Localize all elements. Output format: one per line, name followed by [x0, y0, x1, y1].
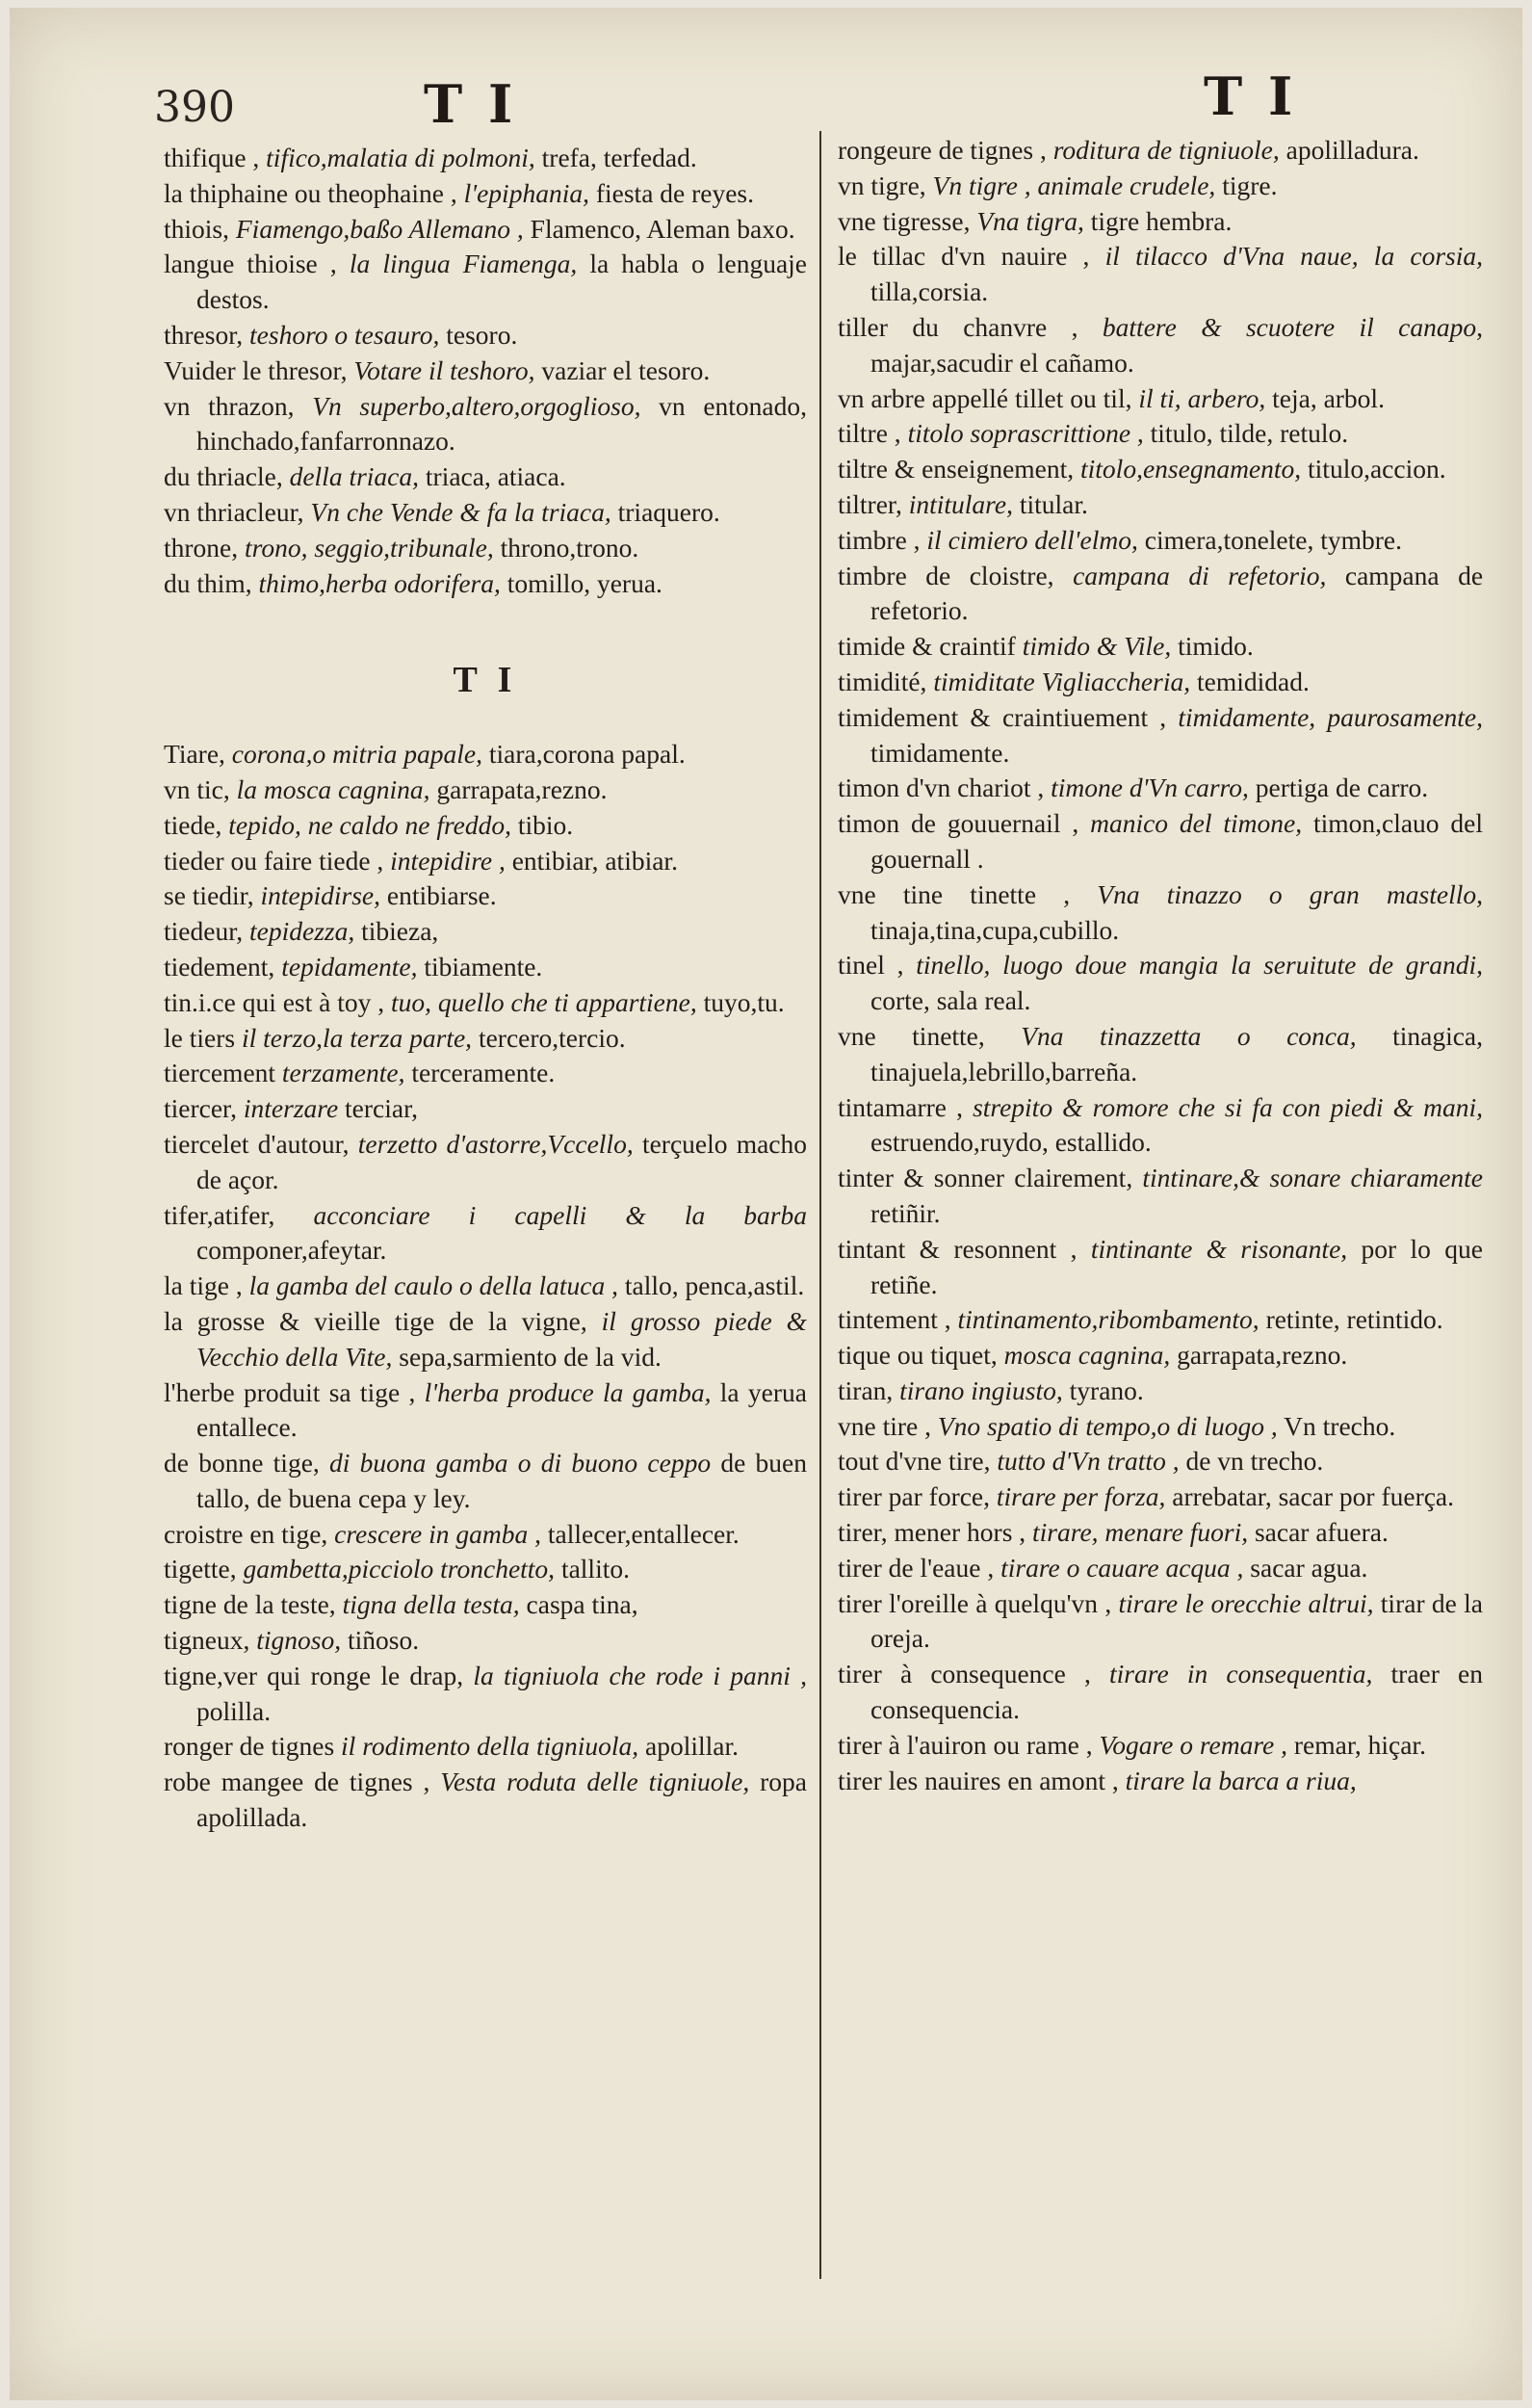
entry-spanish: tirar de la oreja.: [870, 1587, 1483, 1654]
dictionary-entry: [838, 381, 1483, 417]
entry-spanish: tibiamente.: [424, 951, 543, 982]
dictionary-entry: [838, 1657, 1483, 1728]
entry-spanish: por lo que retiñe.: [870, 1233, 1483, 1299]
dictionary-entry: [838, 629, 1483, 665]
dictionary-entry: [164, 212, 807, 248]
entry-spanish: tinaja,tina,cupa,cubillo.: [870, 914, 1120, 945]
entry-spanish: triaquero.: [617, 496, 720, 527]
dictionary-entry: [164, 1765, 807, 1836]
dictionary-entry: [838, 1019, 1483, 1090]
entry-french: croistre en tige,: [164, 1518, 328, 1549]
section-heading: T I: [453, 660, 518, 701]
right-entries: [838, 133, 1483, 1798]
entry-french: tiltrer,: [838, 488, 902, 519]
entry-italian: titolo,ensegnamento,: [1080, 454, 1302, 484]
entry-spanish: terciar,: [345, 1093, 419, 1124]
entry-italian: Vn tigre , animale crudele,: [932, 170, 1216, 200]
entry-spanish: cimera,tonelete, tymbre.: [1144, 524, 1403, 555]
dictionary-entry: [838, 1090, 1483, 1162]
entry-french: vn arbre appellé tillet ou til,: [838, 382, 1132, 413]
entry-italian: Vno spatio di tempo,o di luogo ,: [937, 1410, 1278, 1441]
entry-spanish: caspa tina,: [526, 1589, 638, 1620]
entry-french: thresor,: [164, 319, 244, 350]
entry-spanish: timido.: [1178, 631, 1254, 662]
entry-french: tiltre ,: [838, 418, 901, 449]
entry-spanish: corte, sala real.: [870, 985, 1031, 1016]
entry-spanish: tallecer,entallecer.: [547, 1518, 740, 1549]
entry-french: tintement ,: [838, 1304, 951, 1335]
dictionary-entry: [838, 1374, 1483, 1409]
entry-french: tirer de l'eaue ,: [838, 1552, 995, 1583]
dictionary-entry: [838, 1479, 1483, 1515]
dictionary-entry: [838, 239, 1483, 310]
entry-spanish: majar,sacudir el cañamo.: [870, 347, 1134, 378]
dictionary-entry: [838, 877, 1483, 949]
entry-french: Vuider le thresor,: [164, 354, 348, 385]
dictionary-entry: [164, 914, 807, 950]
entry-french: vn tigre,: [838, 170, 926, 200]
dictionary-entry: [838, 771, 1483, 806]
dictionary-entry: [838, 1444, 1483, 1479]
running-head-right: T I: [1204, 65, 1297, 127]
entry-italian: Vn che Vende & fa la triaca,: [310, 496, 611, 527]
entry-french: du thriacle,: [164, 461, 283, 492]
dictionary-entry: [838, 1586, 1483, 1658]
entry-french: vn tic,: [164, 773, 230, 804]
entry-italian: tignoso,: [256, 1625, 342, 1656]
entry-italian: tuo, quello che ti appartiene,: [391, 986, 697, 1017]
entry-italian: Vna tigra,: [976, 205, 1084, 236]
dictionary-entry: [164, 808, 807, 844]
entry-italian: tirare, menare fuori,: [1032, 1517, 1249, 1548]
dictionary-entry: [838, 133, 1483, 169]
dictionary-entry: [164, 737, 807, 772]
entry-italian: la gamba del caulo o della latuca ,: [248, 1270, 619, 1301]
entry-italian: acconciare i capelli & la barba: [313, 1199, 807, 1230]
entry-italian: l'epiphania,: [463, 177, 589, 208]
entry-french: tirer, mener hors ,: [838, 1517, 1026, 1548]
entry-spanish: tesoro.: [446, 319, 518, 350]
dictionary-entry: [164, 1375, 807, 1447]
entry-italian: strepito & romore che si fa con piedi & mani,: [973, 1091, 1484, 1122]
entry-french: robe mangee de tignes ,: [164, 1767, 430, 1797]
dictionary-entry: [838, 204, 1483, 240]
entry-spanish: polilla.: [196, 1695, 272, 1726]
entry-spanish: tuyo,tu.: [703, 986, 785, 1017]
entry-italian: tirare la barca a riua,: [1125, 1765, 1357, 1795]
entry-spanish: tallo, penca,astil.: [624, 1270, 805, 1301]
book-page: [10, 8, 1522, 2400]
entry-french: la thiphaine ou theophaine ,: [164, 177, 457, 208]
entry-spanish: vn entonado, hinchado,fanfarronnazo.: [196, 390, 808, 457]
entry-italian: della triaca,: [289, 461, 420, 492]
entry-italian: il terzo,la terza parte,: [241, 1022, 473, 1053]
dictionary-entry: [164, 844, 807, 879]
entry-french: la tige ,: [164, 1270, 243, 1301]
dictionary-entry: [838, 1764, 1483, 1799]
entry-french: tiercelet d'autour,: [164, 1128, 350, 1159]
entry-italian: tintinare,& sonare chiaramente: [1142, 1163, 1484, 1193]
entry-french: tout d'vne tire,: [838, 1446, 991, 1477]
entry-french: tigette,: [164, 1554, 237, 1584]
entry-italian: corona,o mitria papale,: [231, 739, 483, 770]
entry-spanish: apolillar.: [645, 1731, 740, 1762]
entry-spanish: Vn trecho.: [1284, 1410, 1396, 1441]
entry-italian: battere & scuotere il canapo,: [1102, 311, 1484, 342]
dictionary-entry: [838, 1409, 1483, 1445]
dictionary-entry: [164, 531, 807, 566]
dictionary-entry: [164, 950, 807, 985]
entry-italian: terzetto d'astorre,Vccello,: [357, 1128, 634, 1159]
entry-italian: la tigniuola che rode i panni ,: [473, 1660, 807, 1690]
entry-spanish: tigre hembra.: [1090, 205, 1233, 236]
entry-italian: tigna della testa,: [342, 1589, 520, 1620]
dictionary-entry: [164, 1269, 807, 1304]
entry-french: tinel ,: [838, 950, 904, 981]
dictionary-entry: [164, 1623, 807, 1659]
entry-spanish: timidamente.: [870, 737, 1010, 768]
entry-french: le tiers: [164, 1022, 236, 1053]
dictionary-entry: [164, 1056, 807, 1091]
entry-italian: manico del timone,: [1090, 808, 1303, 839]
entry-french: tiede,: [164, 809, 222, 840]
dictionary-entry: [838, 1161, 1483, 1232]
entry-french: thifique ,: [164, 143, 260, 172]
entry-french: se tiedir,: [164, 880, 254, 911]
entry-french: tirer à consequence ,: [838, 1659, 1091, 1689]
entry-italian: l'herba produce la gamba,: [424, 1376, 712, 1407]
dictionary-entry: [164, 176, 807, 212]
dictionary-entry: [164, 1729, 807, 1765]
entry-french: timon d'vn chariot ,: [838, 772, 1045, 803]
entry-french: tiercer,: [164, 1093, 237, 1124]
entry-italian: tepidezza,: [249, 916, 355, 947]
entry-spanish: sacar agua.: [1250, 1552, 1368, 1583]
entry-italian: timone d'Vn carro,: [1051, 772, 1249, 803]
entry-french: tiedement,: [164, 951, 275, 982]
dictionary-entry: [164, 1021, 807, 1057]
entry-italian: Votare il teshoro,: [353, 354, 535, 385]
dictionary-entry: [164, 566, 807, 602]
entry-spanish: temididad.: [1196, 666, 1310, 696]
entry-french: tiran,: [838, 1374, 894, 1405]
entry-french: tiercement: [164, 1058, 276, 1088]
entry-spanish: trefa, terfedad.: [541, 143, 697, 172]
entry-spanish: tyrano.: [1069, 1374, 1144, 1405]
entry-italian: timido & Vile,: [1022, 631, 1172, 662]
entry-spanish: retiñir.: [870, 1197, 941, 1228]
entry-french: tirer à l'auiron ou rame ,: [838, 1729, 1093, 1760]
entry-french: la grosse & vieille tige de la vigne,: [164, 1305, 587, 1336]
entry-spanish: estruendo,ruydo, estallido.: [870, 1127, 1152, 1158]
entry-french: timbre de cloistre,: [838, 560, 1054, 590]
entry-spanish: tibio.: [517, 809, 574, 840]
dictionary-entry: [838, 1302, 1483, 1338]
dictionary-entry: [164, 247, 807, 318]
entry-spanish: triaca, atiaca.: [425, 461, 566, 492]
entry-spanish: titulo,accion.: [1308, 454, 1446, 484]
entry-italian: timidamente, paurosamente,: [1178, 701, 1484, 732]
entry-french: tin.i.ce qui est à toy ,: [164, 986, 385, 1017]
entry-spanish: terçuelo macho de açor.: [196, 1128, 808, 1194]
entry-french: Tiare,: [164, 739, 225, 770]
entry-italian: roditura de tigniuole,: [1052, 135, 1280, 165]
entry-french: tintamarre ,: [838, 1091, 963, 1122]
entry-spanish: tomillo, yerua.: [506, 567, 662, 598]
entry-french: tifer,atifer,: [164, 1199, 275, 1230]
dictionary-entry: [164, 141, 807, 176]
column-divider: [819, 131, 821, 2279]
entry-spanish: titular.: [1019, 488, 1088, 519]
entry-italian: gambetta,picciolo tronchetto,: [243, 1554, 556, 1584]
dictionary-entry: [838, 523, 1483, 559]
entry-spanish: vaziar el tesoro.: [541, 354, 711, 385]
entry-french: throne,: [164, 532, 239, 563]
entry-italian: tintinante & risonante,: [1090, 1233, 1348, 1264]
entry-french: l'herbe produit sa tige ,: [164, 1376, 416, 1407]
entry-italian: il cimiero dell'elmo,: [926, 524, 1138, 555]
entry-spanish: remar, hiçar.: [1293, 1729, 1426, 1760]
entry-french: vne tinette,: [838, 1020, 985, 1051]
dictionary-entry: [164, 1659, 807, 1730]
entry-spanish: entibiarse.: [386, 880, 497, 911]
entry-french: tirer les nauires en amont ,: [838, 1765, 1119, 1795]
entry-spanish: tiara,corona papal.: [488, 739, 686, 770]
entry-italian: Vogare o remare ,: [1099, 1729, 1287, 1760]
entry-french: tiller du chanvre ,: [838, 311, 1078, 342]
entry-italian: tepido, ne caldo ne freddo,: [228, 809, 511, 840]
entry-spanish: throno,trono.: [500, 532, 639, 563]
entry-french: ronger de tignes: [164, 1731, 335, 1762]
entry-spanish: pertiga de carro.: [1255, 772, 1429, 803]
dictionary-entry: [838, 487, 1483, 523]
entry-italian: il ti, arbero,: [1138, 382, 1266, 413]
entry-italian: campana di refetorio,: [1073, 560, 1327, 590]
entry-spanish: tilla,corsia.: [870, 276, 989, 307]
entry-french: tiedeur,: [164, 916, 244, 947]
dictionary-entry: [164, 353, 807, 389]
entry-french: le tillac d'vn nauire ,: [838, 241, 1090, 272]
entry-french: tiltre & enseignement,: [838, 454, 1075, 484]
dictionary-entry: [164, 459, 807, 495]
entry-spanish: tercero,tercio.: [478, 1022, 626, 1053]
entry-italian: interzare: [243, 1093, 339, 1124]
entry-italian: tirare le orecchie altrui,: [1118, 1587, 1374, 1618]
dictionary-entry: [838, 806, 1483, 877]
dictionary-entry: [164, 389, 807, 460]
entry-spanish: sacar afuera.: [1254, 1517, 1389, 1548]
dictionary-entry: [164, 985, 807, 1021]
entry-spanish: traer en consequencia.: [870, 1659, 1484, 1725]
entry-italian: Fiamengo,baßo Allemano ,: [235, 213, 524, 244]
entry-spanish: entibiar, atibiar.: [511, 845, 678, 876]
entry-spanish: Flamenco, Aleman baxo.: [530, 213, 795, 244]
running-head-left: T I: [424, 73, 517, 135]
entry-italian: la lingua Fiamenga,: [349, 249, 578, 279]
entry-spanish: de buen tallo, de buena cepa y ley.: [196, 1448, 807, 1513]
entry-french: thiois,: [164, 213, 229, 244]
dictionary-entry: [838, 1338, 1483, 1374]
dictionary-entry: [164, 1091, 807, 1127]
entry-spanish: componer,afeytar.: [196, 1235, 387, 1266]
dictionary-entry: [838, 310, 1483, 381]
dictionary-entry: [164, 1198, 807, 1269]
entry-spanish: titulo, tilde, retulo.: [1150, 418, 1349, 449]
dictionary-entry: [164, 1552, 807, 1587]
entry-french: tirer par force,: [838, 1481, 991, 1512]
dictionary-entry: [164, 1446, 807, 1517]
entry-italian: Vna tinazzetta o conca,: [1021, 1020, 1357, 1051]
entry-spanish: tibieza,: [361, 916, 439, 947]
entry-french: tintant & resonnent ,: [838, 1233, 1078, 1264]
left-entries-bottom: [164, 737, 807, 1836]
dictionary-entry: [838, 700, 1483, 772]
entry-spanish: retinte, retintido.: [1265, 1304, 1443, 1335]
entry-italian: intepidirse,: [260, 880, 380, 911]
entry-spanish: garrapata,rezno.: [1177, 1340, 1348, 1371]
entry-french: tigne,ver qui ronge le drap,: [164, 1660, 464, 1690]
page-number: 390: [154, 83, 235, 132]
left-column: [164, 141, 807, 1836]
entry-italian: tintinamento,ribombamento,: [957, 1304, 1259, 1335]
left-entries-top: [164, 141, 807, 601]
entry-italian: thimo,herba odorifera,: [258, 567, 501, 598]
entry-french: tique ou tiquet,: [838, 1340, 998, 1371]
entry-spanish: tinagica, tinajuela,lebrillo,barreña.: [870, 1020, 1484, 1086]
entry-italian: tepidamente,: [281, 951, 418, 982]
entry-italian: tirare o cauare acqua ,: [1000, 1552, 1244, 1583]
entry-spanish: campana de refetorio.: [870, 560, 1484, 626]
entry-italian: tirare per forza,: [996, 1481, 1166, 1512]
entry-italian: tirare in consequentia,: [1109, 1659, 1373, 1689]
entry-french: de bonne tige,: [164, 1448, 320, 1479]
entry-italian: titolo soprascrittione ,: [907, 418, 1144, 449]
entry-french: du thim,: [164, 567, 252, 598]
entry-spanish: timon,clauo del gouernall .: [870, 808, 1484, 874]
entry-spanish: la habla o lenguaje destos.: [196, 249, 807, 315]
entry-spanish: la yerua entallece.: [196, 1376, 808, 1443]
entry-italian: intitulare,: [908, 488, 1013, 519]
entry-spanish: tiñoso.: [347, 1625, 420, 1656]
entry-italian: tifico,malatia di polmoni,: [266, 143, 535, 172]
entry-italian: terzamente,: [281, 1058, 405, 1088]
dictionary-entry: [164, 318, 807, 353]
entry-french: tirer l'oreille à quelqu'vn ,: [838, 1587, 1112, 1618]
entry-spanish: garrapata,rezno.: [436, 773, 608, 804]
dictionary-entry: [838, 452, 1483, 487]
entry-french: vne tigresse,: [838, 205, 971, 236]
entry-french: rongeure de tignes ,: [838, 135, 1047, 165]
dictionary-entry: [838, 1728, 1483, 1764]
dictionary-entry: [164, 878, 807, 914]
entry-italian: tinello, luogo doue mangia la seruitute de grandi,: [916, 950, 1483, 981]
entry-spanish: fiesta de reyes.: [595, 177, 754, 208]
entry-spanish: sepa,sarmiento de la vid.: [399, 1341, 662, 1372]
entry-french: timbre ,: [838, 524, 921, 555]
right-column: [838, 133, 1483, 1798]
dictionary-entry: [164, 1127, 807, 1198]
dictionary-entry: [164, 1304, 807, 1375]
entry-italian: il rodimento della tigniuola,: [341, 1731, 639, 1762]
dictionary-entry: [838, 1232, 1483, 1303]
entry-italian: tirano ingiusto,: [899, 1374, 1063, 1405]
entry-french: langue thioise ,: [164, 249, 337, 279]
entry-italian: crescere in gamba ,: [334, 1518, 541, 1549]
entry-french: vne tire ,: [838, 1410, 931, 1441]
entry-spanish: ropa apolillada.: [196, 1767, 808, 1833]
entry-italian: Vn superbo,altero,orgoglioso,: [312, 390, 641, 421]
entry-italian: Vna tinazzo o gran mastello,: [1097, 878, 1484, 909]
entry-french: timide & craintif: [838, 631, 1016, 662]
entry-french: timidement & craintiuement ,: [838, 701, 1167, 732]
dictionary-entry: [838, 1515, 1483, 1551]
entry-spanish: tallito.: [560, 1554, 630, 1584]
dictionary-entry: [164, 495, 807, 531]
dictionary-entry: [164, 1517, 807, 1553]
entry-italian: teshoro o tesauro,: [249, 319, 440, 350]
entry-spanish: terceramente.: [411, 1058, 556, 1088]
entry-italian: il grosso piede & Vecchio della Vite,: [196, 1305, 808, 1372]
entry-french: vne tine tinette ,: [838, 878, 1071, 909]
entry-italian: di buona gamba o di buono ceppo: [329, 1448, 712, 1479]
entry-italian: mosca cagnina,: [1003, 1340, 1171, 1371]
dictionary-entry: [838, 169, 1483, 204]
entry-italian: Vesta roduta delle tigniuole,: [440, 1767, 750, 1797]
entry-french: tieder ou faire tiede ,: [164, 845, 384, 876]
entry-italian: tutto d'Vn tratto ,: [997, 1446, 1180, 1477]
entry-french: timidité,: [838, 666, 927, 696]
entry-italian: intepidire ,: [390, 845, 506, 876]
entry-spanish: teja, arbol.: [1272, 382, 1385, 413]
entry-french: tinter & sonner clairement,: [838, 1163, 1133, 1193]
entry-french: vn thrazon,: [164, 390, 295, 421]
dictionary-entry: [838, 559, 1483, 630]
entry-spanish: de vn trecho.: [1185, 1446, 1324, 1477]
dictionary-entry: [838, 416, 1483, 452]
dictionary-entry: [838, 1551, 1483, 1586]
entry-french: vn thriacleur,: [164, 496, 304, 527]
entry-french: tigne de la teste,: [164, 1589, 336, 1620]
dictionary-entry: [838, 665, 1483, 700]
dictionary-entry: [164, 1587, 807, 1623]
entry-italian: il tilacco d'Vna naue, la corsia,: [1104, 241, 1484, 272]
entry-french: tigneux,: [164, 1625, 250, 1656]
entry-italian: timiditate Vigliaccheria,: [933, 666, 1191, 696]
entry-french: timon de gouuernail ,: [838, 808, 1079, 839]
entry-spanish: arrebatar, sacar por fuerça.: [1172, 1481, 1455, 1512]
entry-italian: la mosca cagnina,: [236, 773, 430, 804]
entry-spanish: apolilladura.: [1285, 135, 1419, 165]
dictionary-entry: [838, 948, 1483, 1019]
entry-spanish: tigre.: [1222, 170, 1278, 200]
entry-italian: trono, seggio,tribunale,: [245, 532, 494, 563]
dictionary-entry: [164, 772, 807, 808]
